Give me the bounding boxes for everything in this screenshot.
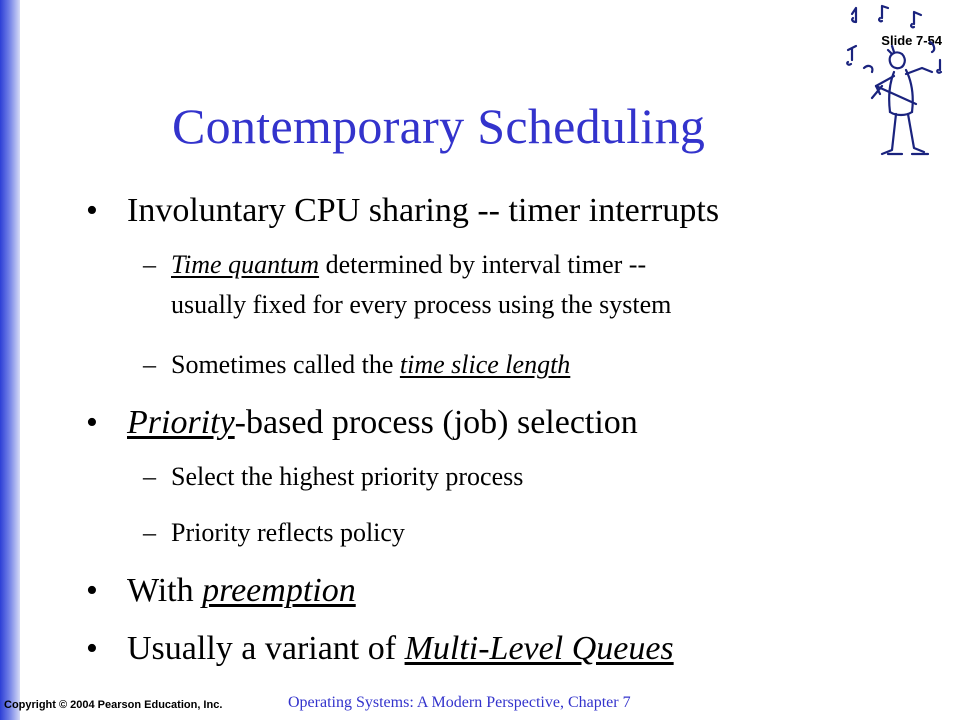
sub-bullet-priority-policy: [143, 518, 405, 548]
copyright-notice: Copyright © 2004 Pearson Education, Inc.: [4, 699, 223, 711]
dash-marker: –: [143, 462, 156, 491]
musician-clipart-icon: [842, 2, 958, 160]
sub-bullet-text: Sometimes called the: [171, 350, 400, 379]
sub-bullet-text: determined by interval timer --: [319, 250, 647, 279]
bullet-text: -based process (job) selection: [234, 404, 638, 441]
slide-number: Slide 7-54: [881, 33, 942, 48]
left-accent-bar: [0, 0, 20, 720]
book-reference: Operating Systems: A Modern Perspective, Chapter 7: [288, 694, 631, 711]
bullet-text: With: [127, 572, 203, 609]
bullet-priority-selection: [86, 404, 638, 442]
dash-marker: –: [143, 350, 156, 379]
term-time-slice-length: time slice length: [399, 350, 571, 379]
slide-title: Contemporary Scheduling: [172, 98, 706, 154]
bullet-multi-level-queues: [86, 630, 674, 668]
sub-bullet-continuation: usually fixed for every process using the system: [171, 290, 672, 319]
bullet-marker: •: [86, 192, 98, 229]
term-multi-level-queues: Multi-Level Queues: [404, 630, 674, 667]
term-priority: Priority: [127, 404, 235, 441]
bullet-involuntary-cpu-sharing: [86, 192, 719, 230]
bullet-marker: •: [86, 572, 98, 609]
sub-bullet-time-quantum: [143, 250, 646, 280]
sub-bullet-text: Priority reflects policy: [171, 518, 405, 547]
term-preemption: preemption: [202, 572, 356, 609]
bullet-marker: •: [86, 630, 98, 667]
bullet-preemption: [86, 572, 356, 610]
bullet-text: Involuntary CPU sharing -- timer interrupts: [127, 192, 720, 229]
term-time-quantum: Time quantum: [171, 250, 320, 279]
sub-bullet-text: Select the highest priority process: [171, 462, 524, 491]
dash-marker: –: [143, 250, 156, 279]
bullet-marker: •: [86, 404, 98, 441]
sub-bullet-time-slice: [143, 350, 570, 380]
bullet-text: Usually a variant of: [127, 630, 405, 667]
sub-bullet-highest-priority: [143, 462, 523, 492]
dash-marker: –: [143, 518, 156, 547]
